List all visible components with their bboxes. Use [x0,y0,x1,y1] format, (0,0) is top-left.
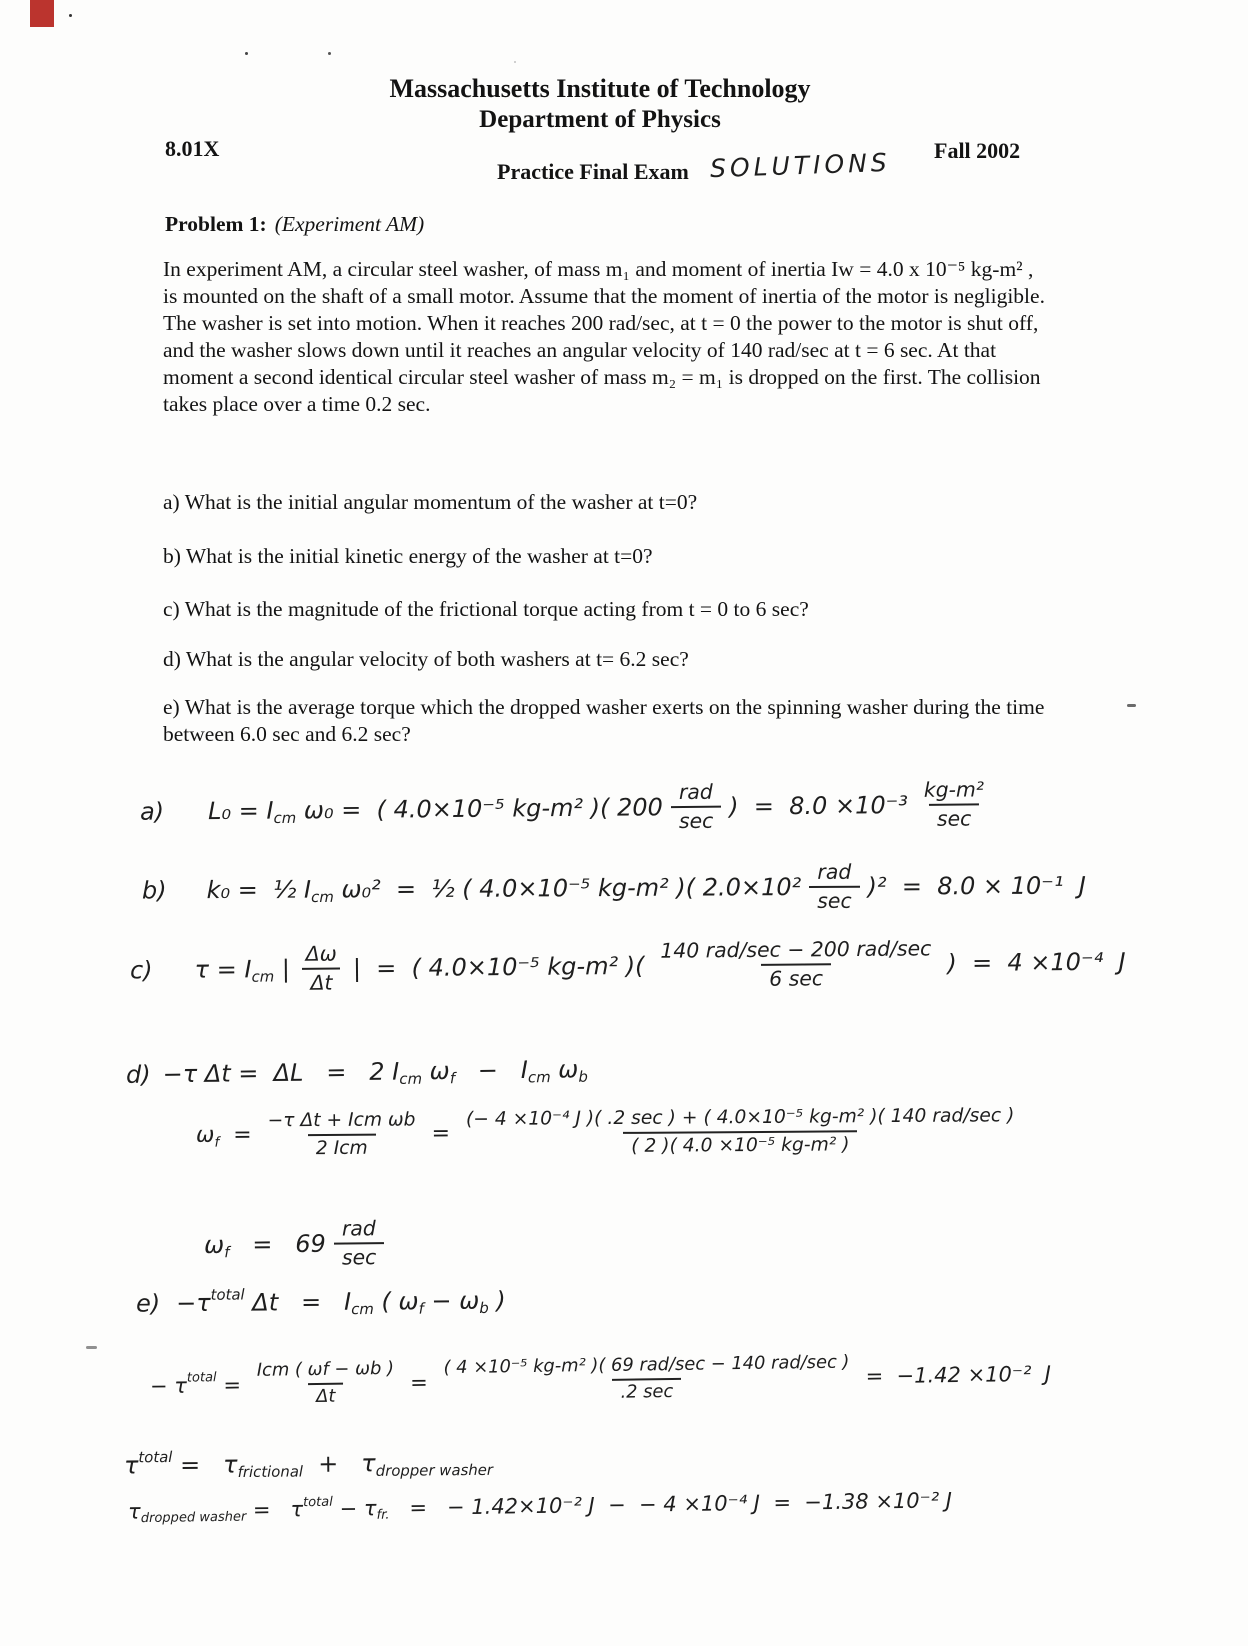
fraction [259,1109,423,1159]
math-run: ) = 4 ×10⁻⁴ J [947,948,1126,978]
math-run: ω [421,1056,450,1086]
speckle-dot [328,52,331,55]
math-run: = [431,1121,451,1147]
fraction-denominator: sec [671,806,722,834]
fraction-denominator: sec [809,886,860,914]
subscript-run: dropped washer [140,1509,247,1526]
solution-line-e4 [128,1488,952,1524]
math-run: τ [127,1499,141,1524]
fraction-denominator: Δt [308,1382,344,1407]
solution-line-c [130,936,1126,998]
subscript-run: frictional [237,1462,304,1482]
fraction-numerator: Δω [305,941,337,966]
math-run: − ω [423,1286,480,1316]
math-run: ω [203,1231,225,1260]
scan-artifact-red-mark [30,0,54,27]
speckle-dot [1127,704,1136,707]
superscript-run: total [302,1494,333,1510]
question-d: d) What is the angular velocity of both washers at t= 6.2 sec? [163,647,689,671]
fraction-denominator: sec [929,804,980,832]
solution-line-e3 [123,1448,494,1482]
math-run: τ [123,1451,139,1480]
speckle-dot [69,14,72,17]
math-run: = τ [246,1497,304,1523]
superscript-run: total [186,1370,217,1386]
handwritten-solutions-label: SOLUTIONS [709,147,892,184]
subscript-run: fr. [376,1507,390,1523]
term-label: Fall 2002 [934,138,1021,163]
math-run: ( ω [373,1287,419,1316]
math-run: = τ [172,1450,238,1480]
solution-line-b [142,860,1086,918]
fraction-denominator: sec [334,1243,385,1271]
solution-label-a: a) [139,797,165,827]
fraction [809,861,860,914]
fraction-numerator: rad [817,859,852,884]
question-e: e) What is the average torque which the dropped washer exerts on the spinning washer during the time between 6.0 sec and 6.2 sec? [163,695,1045,746]
question-a: a) What is the initial angular momentum of the washer at t=0? [163,490,698,514]
fraction-numerator: −τ Δt + Icm ωb [267,1109,416,1132]
math-run: = [216,1372,242,1397]
solution-label-c: c) [129,956,153,985]
math-run: Δt = I [244,1287,352,1317]
solution-line-d3 [204,1217,393,1272]
fraction-numerator: (− 4 ×10⁻⁴ J )( .2 sec ) + ( 4.0×10⁻⁵ kg-m² )( 140 rad/sec ) [465,1105,1015,1131]
fraction [458,1105,1023,1158]
math-run: ω [550,1055,579,1084]
experiment-tag: (Experiment AM) [274,212,425,236]
fraction [334,1217,385,1270]
subscript-run: dropper washer [375,1460,494,1480]
fraction [916,778,993,832]
solution-label-e: e) [135,1289,161,1318]
fraction-denominator: ( 2 )( 4.0 ×10⁻⁵ kg-m² ) [623,1130,858,1157]
speckle-dot [86,1346,97,1349]
question-b: b) What is the initial kinetic energy of the washer at t=0? [163,544,653,568]
subscript-run: f [418,1299,424,1318]
course-code: 8.01X [165,136,220,161]
subscript-run: cm [311,888,334,907]
fraction-numerator: rad [678,779,713,805]
fraction-numerator: ( 4 ×10⁻⁵ kg-m² )( 69 rad/sec − 140 rad/sec ) [443,1351,850,1379]
fraction [435,1352,858,1405]
subscript-run: b [479,1298,489,1318]
speckle-dot [514,61,516,63]
subscript-run: cm [399,1069,423,1088]
fraction-denominator: .2 sec [612,1377,681,1402]
fraction [652,937,939,992]
fraction-denominator: 2 Icm [308,1133,376,1159]
superscript-run: total [210,1285,245,1304]
math-run: = [219,1122,252,1148]
subscript-run: b [578,1067,588,1086]
fraction-denominator: Δt [302,968,340,996]
subscript-run: f [224,1243,230,1262]
institution-name: Massachusetts Institute of Technology [389,74,811,103]
math-run: −τ Δt = ΔL = 2 I [162,1057,400,1089]
math-run: )² = 8.0 × 10⁻¹ J [867,871,1086,902]
subscript-run: cm [351,1299,374,1319]
question-c: c) What is the magnitude of the frictional torque acting from t = 0 to 6 sec? [163,597,809,621]
subscript-run: cm [273,809,297,828]
math-run: −τ [176,1288,211,1318]
math-run: = − 1.42×10⁻² J − − 4 ×10⁻⁴ J = −1.38 ×10⁻² J [389,1488,953,1521]
fraction-numerator: 140 rad/sec − 200 rad/sec [660,936,932,963]
fraction-denominator: 6 sec [761,964,831,992]
fraction [249,1359,403,1408]
solution-line-a [140,778,1001,838]
math-run: + τ [302,1449,376,1479]
math-run: ω₀ = ( 4.0×10⁻⁵ kg-m² )( 200 [296,793,663,825]
math-run: ) = 8.0 ×10⁻³ [729,791,909,822]
math-run: = [410,1369,428,1395]
problem-statement: In experiment AM, a circular steel washer, of mass m₁ and moment of inertia Iw = 4.0 x 10⁻⁵ kg-m² , is mounted on the shaft of a small motor. Assume that the moment of inertia of the motor is negligible. The washer is set into motion. When it reaches 200 rad/sec, at t = 0 the power to the motor is shut off, and the washer slows down until it reaches an angular velocity of 140 rad/sec at t = 6 sec. At that moment a second identical circular steel washer of mass m₂ = m₁ is dropped on the first. The collision takes place over a time 0.2 sec. [163,257,1045,416]
solution-line-d1 [126,1055,588,1089]
subscript-run: f [214,1134,220,1151]
speckle-dot [245,52,248,55]
math-run: − I [454,1055,529,1085]
fraction [298,942,345,995]
solution-label-d: d) [125,1060,151,1089]
math-run: = −1.42 ×10⁻² J [865,1361,1052,1388]
fraction [671,781,722,834]
solution-line-e1 [136,1286,506,1317]
subscript-run: f [449,1069,456,1088]
math-run: k₀ = ½ I [206,876,312,905]
math-run: | = ( 4.0×10⁻⁵ kg-m² )( [352,952,645,983]
problem-number: Problem 1: [165,212,267,236]
math-run: ) [488,1286,506,1315]
subscript-run: cm [527,1068,551,1087]
solution-line-d2 [196,1105,1031,1160]
subscript-run: cm [251,967,275,987]
math-run: τ = I [194,955,252,985]
math-run: ω [195,1122,215,1148]
problem-heading [165,212,424,237]
fraction-numerator: kg-m² [923,777,985,802]
math-run: | [274,955,290,984]
solution-line-e2 [150,1350,1052,1410]
solution-label-b: b) [141,876,167,905]
math-run: − τ [149,1373,188,1398]
fraction-numerator: Icm ( ωf − ωb ) [256,1357,395,1381]
math-run: − τ [332,1496,377,1521]
department-name: Department of Physics [479,106,721,133]
math-run: = 69 [229,1230,326,1260]
exam-title: Practice Final Exam [497,159,689,184]
math-run: L₀ = I [207,797,274,826]
math-run: ω₀² = ½ ( 4.0×10⁻⁵ kg-m² )( 2.0×10² [333,873,802,904]
superscript-run: total [138,1448,173,1467]
fraction-numerator: rad [341,1216,376,1241]
